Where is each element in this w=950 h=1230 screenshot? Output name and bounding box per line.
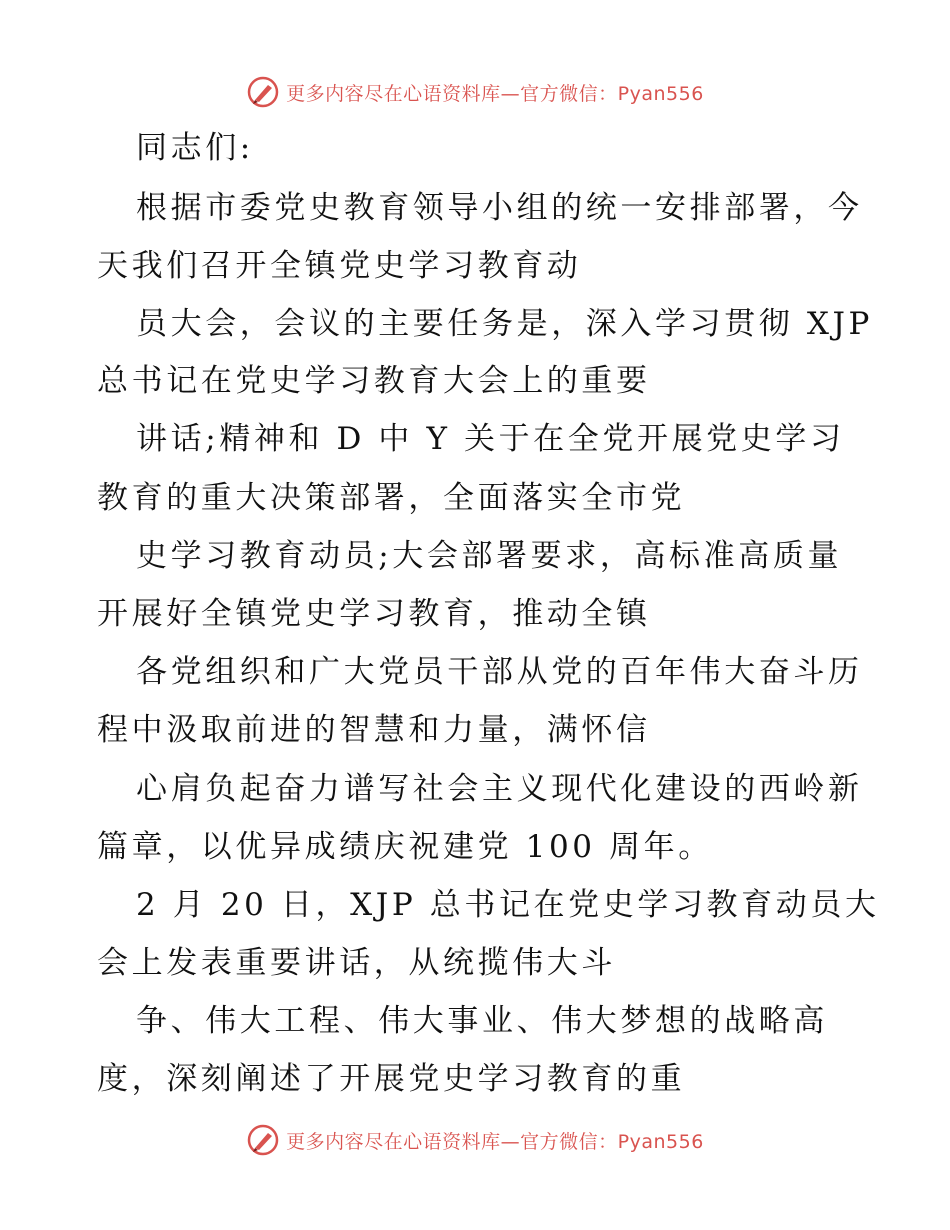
text-line: 讲话;精神和 D 中 Y 关于在全党开展党史学习 (136, 421, 845, 457)
pen-logo-icon (246, 1123, 280, 1157)
text-line: 2 月 20 日，XJP 总书记在党史学习教育动员大 (136, 887, 880, 923)
text-line: 心肩负起奋力谱写社会主义现代化建设的西岭新 (136, 771, 863, 807)
text-line: 天我们召开全镇党史学习教育动 (97, 248, 582, 284)
footer-watermark (0, 1120, 950, 1160)
pen-logo-icon (246, 75, 280, 109)
text-line: 教育的重大决策部署，全面落实全市党 (97, 480, 686, 516)
text-line: 各党组织和广大党员干部从党的百年伟大奋斗历 (136, 654, 863, 690)
text-line: 程中汲取前进的智慧和力量，满怀信 (97, 712, 651, 748)
watermark-text: 更多内容尽在心语资料库—官方微信：Pyan556 (286, 1130, 704, 1153)
text-line: 史学习教育动员;大会部署要求，高标准高质量 (136, 538, 843, 574)
watermark-text: 更多内容尽在心语资料库—官方微信：Pyan556 (286, 82, 704, 105)
header-watermark (0, 72, 950, 112)
text-line: 总书记在党史学习教育大会上的重要 (97, 363, 651, 399)
text-line: 争、伟大工程、伟大事业、伟大梦想的战略高 (136, 1003, 828, 1039)
text-line: 根据市委党史教育领导小组的统一安排部署，今 (136, 190, 863, 226)
salutation-line: 同志们: (136, 130, 254, 166)
text-line: 篇章，以优异成绩庆祝建党 100 周年。 (97, 829, 713, 865)
text-line: 会上发表重要讲话，从统揽伟大斗 (97, 945, 616, 981)
text-line: 开展好全镇党史学习教育，推动全镇 (97, 596, 651, 632)
text-line: 员大会，会议的主要任务是，深入学习贯彻 XJP (136, 306, 874, 342)
text-line: 度，深刻阐述了开展党史学习教育的重 (97, 1061, 686, 1097)
